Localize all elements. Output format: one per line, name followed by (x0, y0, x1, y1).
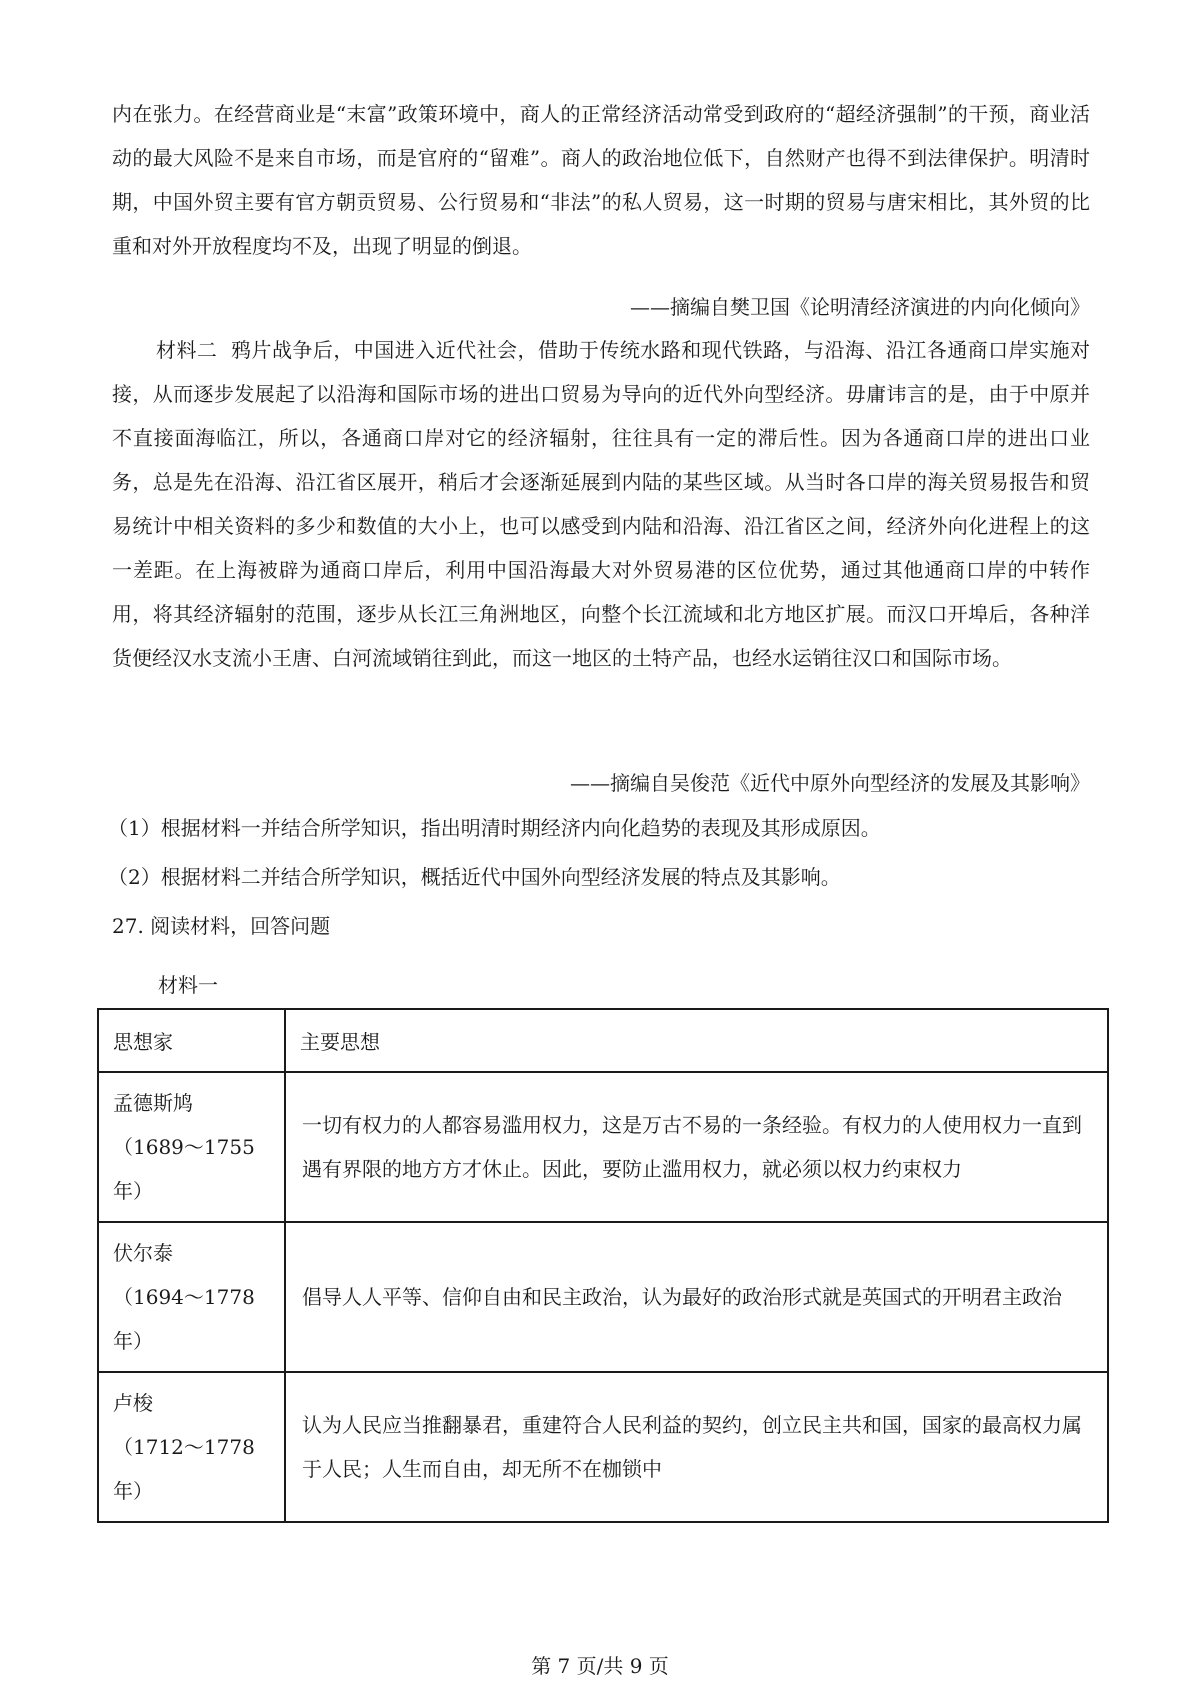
thinker-cell (98, 1072, 285, 1222)
question-1: （1）根据材料一并结合所学知识，指出明清时期经济内向化趋势的表现及其形成原因。 (108, 816, 881, 840)
thinker-name: 卢梭 (113, 1391, 153, 1415)
thinker-cell (98, 1372, 285, 1522)
table-row (98, 1372, 1108, 1522)
header-main-idea: 主要思想 (285, 1009, 1108, 1072)
thinker-years-suffix: 年） (113, 1329, 153, 1353)
thinker-years: （1712～1778 (113, 1435, 255, 1459)
thinker-years: （1689～1755 (113, 1135, 255, 1159)
thinker-idea: 倡导人人平等、信仰自由和民主政治，认为最好的政治形式就是英国式的开明君主政治 (285, 1222, 1108, 1372)
thinker-years: （1694～1778 (113, 1285, 255, 1309)
thinker-name: 伏尔泰 (113, 1241, 173, 1265)
thinker-years-suffix: 年） (113, 1479, 153, 1503)
page-number-footer: 第 7 页/共 9 页 (531, 1654, 669, 1678)
thinkers-table (97, 1008, 1109, 1523)
header-thinker: 思想家 (98, 1009, 285, 1072)
material-two-paragraph (112, 328, 1090, 680)
q27-material-one-label: 材料一 (158, 973, 218, 997)
table-header-row (98, 1009, 1108, 1072)
question-2: （2）根据材料二并结合所学知识，概括近代中国外向型经济发展的特点及其影响。 (108, 865, 841, 889)
source-citation-one: ——摘编自樊卫国《论明清经济演进的内向化倾向》 (630, 295, 1090, 319)
thinker-name: 孟德斯鸠 (113, 1091, 193, 1115)
table-row (98, 1222, 1108, 1372)
question-27-heading: 27. 阅读材料，回答问题 (112, 914, 331, 938)
table-row (98, 1072, 1108, 1222)
thinker-idea: 认为人民应当推翻暴君，重建符合人民利益的契约，创立民主共和国，国家的最高权力属于人民；人生而自由，却无所不在枷锁中 (285, 1372, 1108, 1522)
material-one-tail-paragraph: 内在张力。在经营商业是“末富”政策环境中，商人的正常经济活动常受到政府的“超经济强制”的干预，商业活动的最大风险不是来自市场，而是官府的“留难”。商人的政治地位低下，自然财产也得不到法律保护。明清时期，中国外贸主要有官方朝贡贸易、公行贸易和“非法”的私人贸易，这一时期的贸易与唐宋相比，其外贸的比重和对外开放程度均不及，出现了明显的倒退。 (112, 102, 1090, 258)
source-citation-two: ——摘编自吴俊范《近代中原外向型经济的发展及其影响》 (570, 771, 1090, 795)
thinker-idea: 一切有权力的人都容易滥用权力，这是万古不易的一条经验。有权力的人使用权力一直到遇有界限的地方方才休止。因此，要防止滥用权力，就必须以权力约束权力 (285, 1072, 1108, 1222)
material-two-label: 材料二 (156, 338, 218, 362)
thinker-years-suffix: 年） (113, 1179, 153, 1203)
thinker-cell (98, 1222, 285, 1372)
material-two-text: 鸦片战争后，中国进入近代社会，借助于传统水路和现代铁路，与沿海、沿江各通商口岸实施对接，从而逐步发展起了以沿海和国际市场的进出口贸易为导向的近代外向型经济。毋庸讳言的是，由于中原并不直接面海临江，所以，各通商口岸对它的经济辐射，往往具有一定的滞后性。因为各通商口岸的进出口业务，总是先在沿海、沿江省区展开，稍后才会逐渐延展到内陆的某些区域。从当时各口岸的海关贸易报告和贸易统计中相关资料的多少和数值的大小上，也可以感受到内陆和沿海、沿江省区之间，经济外向化进程上的这一差距。在上海被辟为通商口岸后，利用中国沿海最大对外贸易港的区位优势，通过其他通商口岸的中转作用，将其经济辐射的范围，逐步从长江三角洲地区，向整个长江流域和北方地区扩展。而汉口开埠后，各种洋货便经汉水支流小王唐、白河流域销往到此，而这一地区的土特产品，也经水运销往汉口和国际市场。 (112, 338, 1090, 670)
